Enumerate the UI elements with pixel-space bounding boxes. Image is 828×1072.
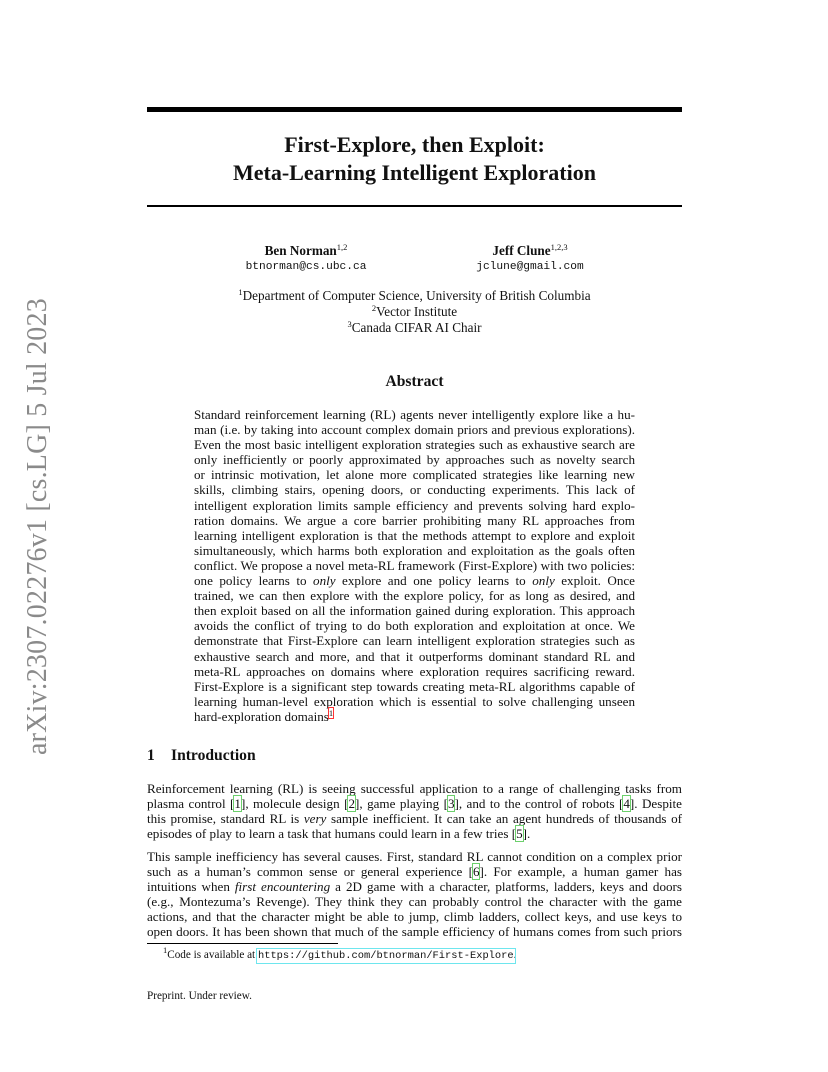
abstract-line: meta-RL approaches on domains where exploration requires sacrificing reward.: [194, 663, 635, 679]
abstract-line: conflict. We propose a novel meta-RL framework (First-Explore) with two policies:: [194, 557, 635, 573]
paper-title: [147, 131, 682, 187]
footnote: $^1$Code is available at https://github.com/btnorman/First-Explore.: [163, 945, 517, 962]
citation-link[interactable]: 3: [447, 796, 455, 812]
author-affil-marks: 1,2: [336, 242, 348, 252]
affiliation: $^1$Department of Computer Science, University of British Columbia: [238, 287, 591, 303]
abstract-line: trained, we can then explore with the explore policy, for as long as desired, and: [194, 588, 635, 604]
section-heading: [147, 747, 256, 765]
abstract-line: then exploit based on all the information gained during exploration. This approach: [194, 603, 635, 619]
abstract-line: one policy learns to only explore and one policy learns to only exploit. Once: [194, 573, 635, 589]
preprint-note: Preprint. Under review.: [147, 990, 252, 1002]
abstract-line: only inefficiently or poorly approximated by approaches such as novelty search: [194, 452, 635, 468]
abstract-line: or intrinsic motivation, let alone more complicated strategies like learning new: [194, 467, 635, 483]
affiliation: $^2$Vector Institute: [371, 303, 458, 319]
abstract-heading: Abstract: [385, 373, 444, 390]
intro-paragraph-2: This sample inefficiency has several causes. First, standard RL cannot condition on a complex prior such as a human’s common sense or general experience [6]. For example, a human gamer has intuitions when first encountering a 2D game with a character, platforms, ladders, keys and doors (e.g., Montezuma’s Revenge). They think they can probably control the character with the game actions, and that the character might be able to jump, climb ladders, collect keys, and use keys to open doors. It has been shown that much of the sample efficiency of humans comes from such priors: [147, 849, 682, 940]
abstract-line: First-Explore is a significant step towards creating meta-RL algorithms capable of: [194, 678, 635, 694]
abstract-line: learning intelligent exploration is that the methods attempt to explore and exploit: [194, 527, 635, 543]
abstract-line: skills, climbing stairs, opening doors, or conducting experiments. This lack of: [194, 482, 635, 498]
title-line-1: First-Explore, then Exploit:: [284, 132, 545, 157]
abstract-body: [194, 407, 635, 724]
abstract-line: hard-exploration domains$^1$: [194, 707, 334, 724]
footnote-rule: [147, 943, 338, 944]
author-affil-marks: 1,2,3: [550, 242, 568, 252]
author-name: Ben Norman: [264, 243, 337, 258]
affiliation: $^3$Canada CIFAR AI Chair: [347, 319, 482, 335]
intro-paragraph-1: Reinforcement learning (RL) is seeing successful application to a range of challenging tasks from plasma control [1], molecule design [2], game playing [3], and to the control of robots [4]. Despite this promise, standard RL is very sample inefficient. It can take an agent hundreds of thousands of episodes of play to learn a task that humans could learn in a few tries [5].: [147, 781, 682, 842]
title-bottom-rule: [147, 205, 682, 207]
arxiv-stamp: arXiv:2307.02276v1 [cs.LG] 5 Jul 2023: [22, 298, 53, 755]
author-email[interactable]: btnorman@cs.ubc.ca: [245, 261, 367, 273]
section-title: Introduction: [171, 747, 256, 764]
title-line-2: Meta-Learning Intelligent Exploration: [233, 160, 596, 185]
citation-link[interactable]: 4: [623, 796, 630, 812]
section-number: 1: [147, 747, 155, 764]
citation-link[interactable]: 5: [516, 826, 523, 842]
footnote-link[interactable]: 1: [328, 707, 334, 718]
author-2: [410, 243, 650, 275]
author-email[interactable]: jclune@gmail.com: [476, 261, 584, 273]
abstract-line: ration domains. We argue a core barrier prohibiting many RL approaches from: [194, 512, 635, 528]
title-top-rule: [147, 107, 682, 112]
abstract-line: intelligent exploration limits sample efficiency and prevents solving hard explo-: [194, 497, 635, 513]
abstract-line: Even the most basic intelligent exploration strategies such as exhaustive search are: [194, 437, 635, 453]
abstract-line: simultaneously, which harms both exploration and exploitation as the goals often: [194, 542, 635, 558]
author-name: Jeff Clune: [492, 243, 551, 258]
code-url-link[interactable]: https://github.com/btnorman/First-Explore: [257, 950, 514, 962]
citation-link[interactable]: 2: [348, 796, 355, 812]
abstract-line: man (i.e. by taking into account complex domain priors and previous explorations).: [194, 422, 635, 438]
abstract-line: avoids the conflict of trying to do both exploration and exploitation at once. We: [194, 618, 635, 634]
abstract-line: learning human-level exploration which is essential to solve challenging unseen: [194, 693, 635, 709]
affiliations: [147, 288, 682, 336]
abstract-line: Standard reinforcement learning (RL) agents never intelligently explore like a hu-: [194, 407, 635, 422]
citation-link[interactable]: 1: [234, 796, 241, 812]
author-1: [186, 243, 426, 275]
abstract-line: exhaustive search and more, and that it outperforms dominant standard RL and: [194, 648, 635, 664]
abstract-line: demonstrate that First-Explore can learn intelligent exploration strategies such as: [194, 633, 635, 649]
citation-link[interactable]: 6: [472, 864, 480, 880]
